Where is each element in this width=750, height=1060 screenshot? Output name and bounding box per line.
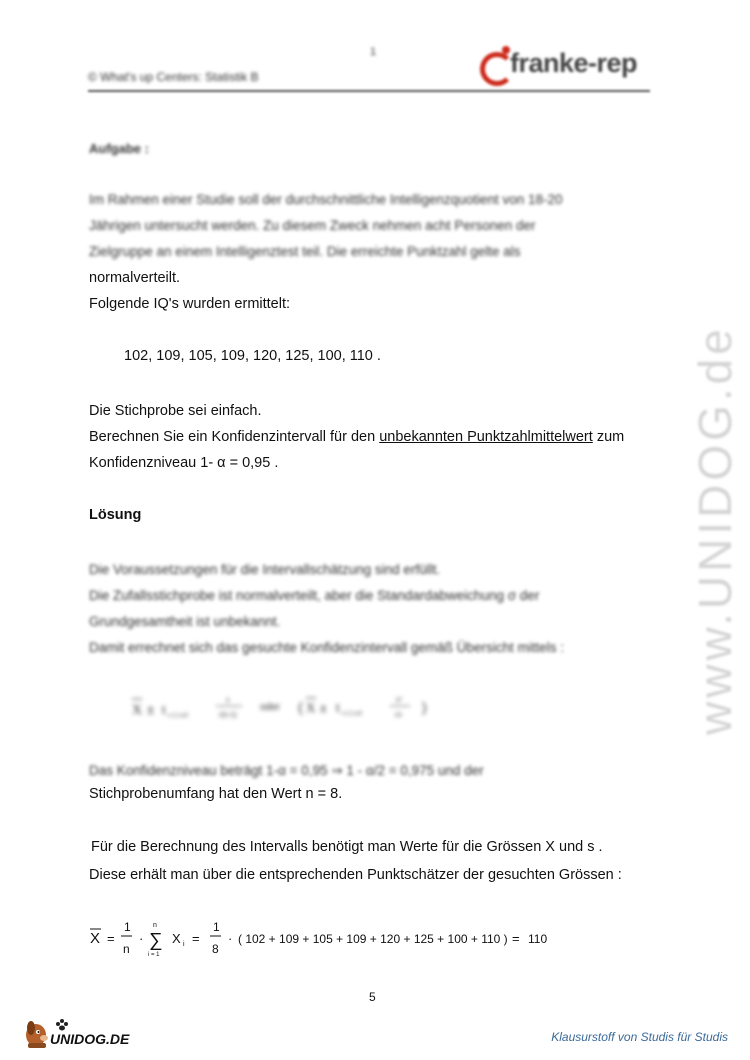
f2-eq: = bbox=[107, 931, 115, 946]
aufgabe-title: Aufgabe : bbox=[89, 141, 149, 156]
svg-text:X: X bbox=[306, 700, 316, 715]
watermark: www.UNIDOG.de bbox=[689, 325, 741, 735]
formula-mean bbox=[86, 917, 676, 965]
f1-frac2-num: s* bbox=[396, 697, 403, 704]
f1-pm: ± bbox=[147, 702, 155, 717]
loesung-konfidenz-text bbox=[89, 758, 649, 784]
logo-dot-icon bbox=[502, 46, 510, 54]
aufgabe-blurred-line: Jährigen untersucht werden. Zu diesem Zweck nehmen acht Personen der bbox=[89, 218, 536, 233]
f2-frac-den: n bbox=[123, 942, 130, 956]
top-page-marker: 1 bbox=[370, 46, 377, 58]
f2-xi-sub: i bbox=[183, 941, 185, 948]
logo-brand: franke-rep bbox=[510, 48, 638, 78]
f1-frac1-den: √(n-1) bbox=[218, 712, 237, 719]
f2-sum-bottom: i = 1 bbox=[148, 952, 160, 958]
loesung-blurred-text bbox=[89, 557, 649, 661]
loesung-blurred-line: Die Voraussetzungen für die Intervallschätzung sind erfüllt. bbox=[89, 562, 441, 577]
f1-frac1-num: s bbox=[226, 697, 230, 704]
aufgabe-question bbox=[89, 398, 649, 476]
loesung-blurred-line: Damit errechnet sich das gesuchte Konfidenzintervall gemäß Übersicht mittels : bbox=[89, 640, 564, 655]
formula-confidence-interval bbox=[130, 690, 440, 726]
svg-text:±: ± bbox=[320, 701, 327, 715]
f1-oder: oder bbox=[260, 702, 281, 713]
line-stichprobenumfang: Stichprobenumfang hat den Wert n = 8. bbox=[89, 786, 343, 802]
aufgabe-line-iqs: Folgende IQ's wurden ermittelt: bbox=[89, 296, 291, 312]
svg-text:n-1;1-α/2: n-1;1-α/2 bbox=[342, 711, 363, 717]
f2-result: 110 bbox=[528, 932, 548, 946]
svg-text:t: t bbox=[162, 703, 166, 717]
aufgabe-line-normalverteilt: normalverteilt. bbox=[89, 270, 181, 286]
aufgabe-blurred-line: Im Rahmen einer Studie soll der durchschnittliche Intelligenzquotient von 18-20 bbox=[89, 192, 563, 207]
svg-text:(: ( bbox=[298, 699, 303, 715]
loesung-title: Lösung bbox=[89, 507, 142, 523]
loesung-blurred-konfidenz: Das Konfidenzniveau beträgt 1-α = 0,95 ⇒ 1 - α/2 = 0,975 und der bbox=[89, 763, 484, 778]
line-berechnung: Für die Berechnung des Intervalls benötigt man Werte für die Grössen X und s . bbox=[91, 839, 603, 855]
svg-text:t: t bbox=[336, 701, 340, 715]
loesung-blurred-line: Die Zufallsstichprobe ist normalverteilt, aber die Standardabweichung σ der bbox=[89, 588, 540, 603]
svg-text:·: · bbox=[228, 931, 233, 946]
f1-t-sub: n-1;1-α/2 bbox=[168, 713, 189, 719]
f2-sum-top: n bbox=[153, 922, 157, 929]
f2-xi: X bbox=[172, 931, 181, 946]
footer-tagline: Klausurstoff von Studis für Studis bbox=[551, 1030, 728, 1044]
svg-text:=: = bbox=[192, 931, 200, 946]
unidog-logo-text: UNIDOG.DE bbox=[50, 1031, 130, 1047]
loesung-blurred-line: Grundgesamtheit ist unbekannt. bbox=[89, 614, 281, 629]
sum-sign-icon: ∑ bbox=[149, 930, 163, 951]
svg-text:=: = bbox=[512, 931, 520, 946]
header-source: © What's up Centers: Statistik B bbox=[88, 70, 259, 84]
header-rule bbox=[88, 90, 650, 92]
line-punktschaetzer: Diese erhält man über die entsprechenden Punktschätzer der gesuchten Grössen : bbox=[89, 867, 622, 883]
f1-xbar: X bbox=[132, 703, 143, 718]
line-konfidenzniveau: Konfidenzniveau 1- α = 0,95 . bbox=[89, 455, 279, 471]
f2-sum-expr: ( 102 + 109 + 105 + 109 + 120 + 125 + 100 + 110 ) bbox=[238, 932, 508, 946]
f2-lhs: X bbox=[90, 930, 101, 947]
f1-frac2-den: √n bbox=[394, 712, 402, 719]
page-number: 5 bbox=[369, 990, 376, 1004]
underlined-term: unbekannten Punktzahlmittelwert bbox=[379, 429, 593, 445]
logo-ring-icon bbox=[480, 52, 514, 86]
iq-values: 102, 109, 105, 109, 120, 125, 100, 110 . bbox=[124, 348, 381, 364]
line-stichprobe: Die Stichprobe sei einfach. bbox=[89, 403, 262, 419]
aufgabe-text bbox=[89, 187, 649, 317]
f2-dot: · bbox=[139, 931, 144, 946]
f2-frac2-num: 1 bbox=[213, 920, 220, 934]
svg-text:): ) bbox=[422, 699, 427, 715]
unidog-logo bbox=[20, 1013, 160, 1051]
franke-rep-logo bbox=[480, 44, 655, 88]
line-berechnen: Berechnen Sie ein Konfidenzintervall für den unbekannten Punktzahlmittelwert zum bbox=[89, 429, 625, 445]
f2-frac2-den: 8 bbox=[212, 942, 219, 956]
f2-frac-num: 1 bbox=[124, 920, 131, 934]
aufgabe-blurred-line: Zielgruppe an einem Intelligenztest teil. Die erreichte Punktzahl gelte als bbox=[89, 244, 521, 259]
